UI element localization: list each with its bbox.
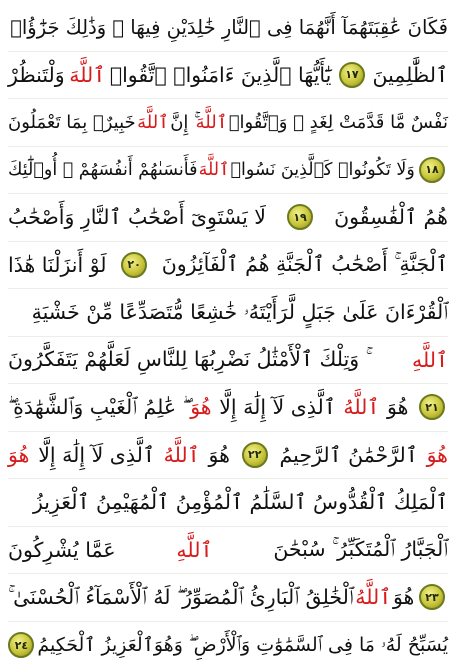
verse-text: ٱلْجَنَّةِ ۚ أَصْحَٰبُ ٱلْجَنَّةِ هُمُ ٱلْفَآئِزُونَ	[162, 252, 448, 277]
verse-text: لَا يَسْتَوِىٓ أَصْحَٰبُ ٱلنَّارِ وَأَصْحَٰبُ	[8, 205, 266, 229]
text-line	[8, 242, 448, 290]
verse-text: ٱلْمَلِكُ ٱلْقُدُّوسُ ٱلسَّلَٰمُ ٱلْمُؤْمِنُ ٱلْمُهَيْمِنُ ٱلْعَزِيزُ	[33, 490, 448, 514]
divine-name-text: هُوَ	[190, 395, 211, 419]
verse-text: هُمُ ٱلْفَٰسِقُونَ	[334, 205, 448, 229]
ayah-number-marker: ٢١	[419, 394, 445, 420]
verse-text: هُوَ	[393, 585, 414, 609]
text-line	[8, 479, 448, 527]
verse-text: ٱلَّذِى لَآ إِلَٰهَ إِلَّا	[219, 395, 336, 419]
verse-text: ٱلْعَزِيزُ ٱلْحَكِيمُ	[37, 634, 153, 656]
verse-text: ٱلرَّحْمَٰنُ ٱلرَّحِيمُ	[280, 443, 418, 467]
verse-text: ٱلَّذِى لَآ إِلَٰهَ إِلَّا	[38, 443, 155, 467]
ayah-number-marker: ٢٢	[242, 442, 268, 468]
text-line	[8, 574, 448, 622]
verse-text: وَلَا تَكُونُوا۟ كَٱلَّذِينَ نَسُوا۟	[230, 160, 414, 180]
divine-name-text: ٱللَّهَ	[69, 63, 105, 87]
verse-text: ٱلْجَبَّارُ ٱلْمُتَكَبِّرُ ۚ سُبْحَٰنَ	[273, 537, 448, 562]
divine-name-text: ٱللَّهِ	[176, 538, 212, 562]
verse-text: هُوَ	[387, 395, 408, 419]
divine-name-text: ٱللَّهُ	[343, 395, 379, 419]
text-line	[8, 147, 448, 195]
ayah-number-marker: ١٩	[287, 204, 313, 230]
divine-name-text: هُوَ	[427, 443, 448, 467]
ayah-number-marker: ١٨	[419, 157, 445, 183]
verse-text: لَوْ أَنزَلْنَا هَٰذَا	[8, 253, 107, 277]
divine-name-text: ٱللَّهِ	[412, 348, 448, 372]
ayah-number-marker: ١٧	[339, 62, 365, 88]
divine-name-text: هُوَ	[8, 443, 29, 467]
verse-text: ٱلظَّٰلِمِينَ	[372, 63, 448, 87]
text-line	[8, 432, 448, 480]
text-line	[8, 194, 448, 242]
text-line	[8, 527, 448, 575]
divine-name-text: ٱللَّهُ	[355, 585, 391, 609]
verse-text: هُوَ	[209, 443, 230, 467]
text-line	[8, 289, 448, 337]
text-line	[8, 52, 448, 100]
verse-text: فَأَنسَىٰهُمْ أَنفُسَهُمْ ۚ أُو۟لَٰٓئِكَ	[8, 160, 197, 180]
ayah-number-marker: ٢٣	[419, 584, 445, 610]
verse-text: ۚ إِنَّ	[170, 112, 194, 133]
verse-text: ۖ عَٰلِمُ ٱلْغَيْبِ وَٱلشَّهَٰدَةِ ۖ	[8, 395, 183, 420]
verse-text: يُسَبِّحُ لَهُۥ مَا فِى ٱلسَّمَٰوَٰتِ وَٱلْأَرْضِ ۖ وَهُوَ	[154, 634, 448, 656]
verse-text: وَلْتَنظُرْ	[8, 63, 65, 87]
verse-text: ۚ وَتِلْكَ ٱلْأَمْثَٰلُ نَضْرِبُهَا لِلنَّاسِ لَعَلَّهُمْ يَتَفَكَّرُونَ	[8, 347, 366, 372]
verse-text: خَبِيرٌۢ بِمَا تَعْمَلُونَ	[8, 112, 136, 133]
text-line	[8, 622, 448, 669]
verse-text: يَٰٓأَيُّهَا ٱلَّذِينَ ءَامَنُوا۟ ٱتَّقُوا۟	[110, 63, 332, 87]
text-line	[8, 4, 448, 52]
text-line	[8, 384, 448, 432]
verse-text: ٱلْقُرْءَانَ عَلَىٰ جَبَلٍ لَّرَأَيْتَهُۥ خَٰشِعًا مُّتَصَدِّعًا مِّنْ خَشْيَةِ	[32, 300, 448, 325]
verse-text: ٱلْخَٰلِقُ ٱلْبَارِئُ ٱلْمُصَوِّرُ ۖ لَهُ ٱلْأَسْمَآءُ ٱلْحُسْنَىٰ ۚ	[8, 585, 354, 610]
verse-text: عَمَّا يُشْرِكُونَ	[8, 538, 116, 562]
divine-name-text: ٱللَّهَ	[137, 112, 169, 133]
verse-text: فَكَانَ عَٰقِبَتَهُمَآ أَنَّهُمَا فِى ٱلنَّارِ خَٰلِدَيْنِ فِيهَا ۚ وَذَٰلِكَ جَزَٰٓؤُا۟	[10, 16, 448, 39]
text-line	[8, 99, 448, 147]
divine-name-text: ٱللَّهَ	[196, 112, 228, 133]
ayah-number-marker: ٢٤	[8, 632, 34, 658]
divine-name-text: ٱللَّهَ	[199, 160, 230, 180]
ayah-number-marker: ٢٠	[121, 252, 147, 278]
verse-lines	[8, 4, 448, 669]
text-line	[8, 337, 448, 385]
divine-name-text: ٱللَّهُ	[164, 443, 200, 467]
verse-text: نَفْسٌ مَّا قَدَّمَتْ لِغَدٍ ۖ وَٱتَّقُوا۟	[229, 112, 448, 133]
